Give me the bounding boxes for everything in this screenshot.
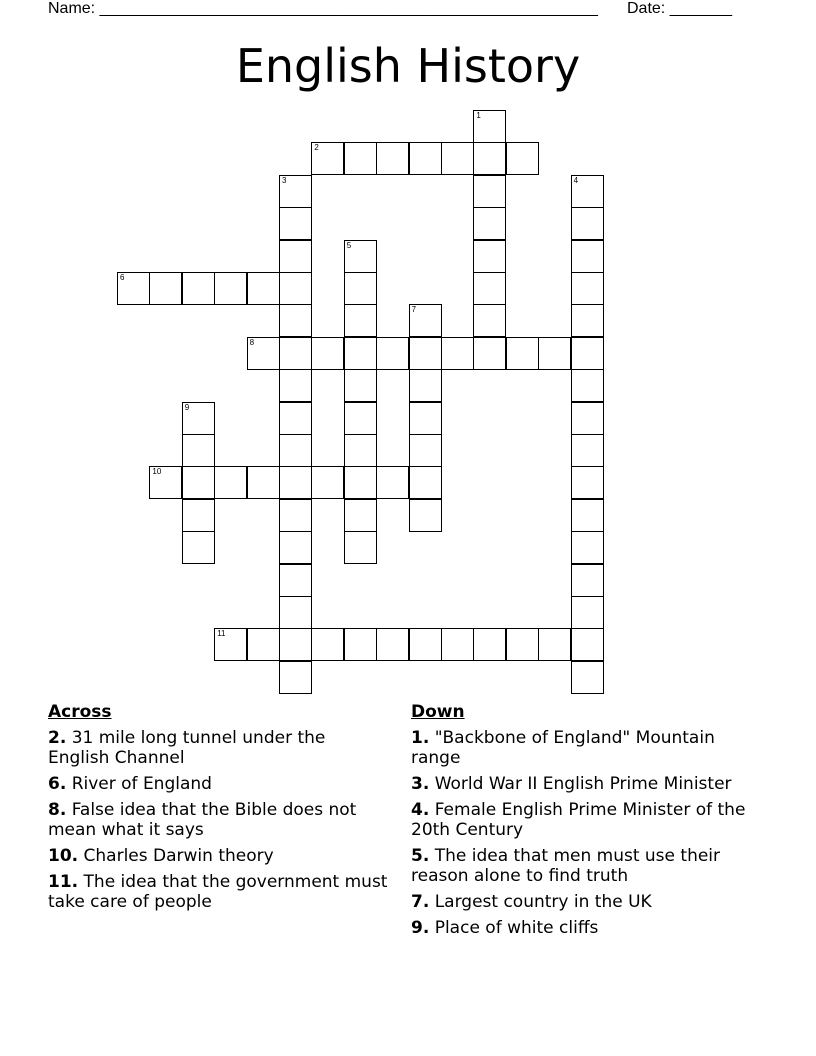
- crossword-cell[interactable]: [506, 337, 539, 370]
- crossword-cell[interactable]: [311, 466, 344, 499]
- crossword-cell[interactable]: [571, 434, 604, 467]
- crossword-cell[interactable]: [538, 628, 571, 661]
- crossword-cell[interactable]: [376, 142, 409, 175]
- crossword-cell[interactable]: [279, 628, 312, 661]
- crossword-cell[interactable]: [571, 499, 604, 532]
- crossword-cell[interactable]: [473, 142, 506, 175]
- crossword-cell[interactable]: [344, 466, 377, 499]
- crossword-cell[interactable]: [149, 466, 182, 499]
- clue-number: 4.: [411, 800, 430, 820]
- down-clues: [411, 702, 751, 944]
- cell-number: 3: [282, 175, 287, 185]
- crossword-cell[interactable]: [506, 628, 539, 661]
- crossword-cell[interactable]: [279, 596, 312, 629]
- crossword-cell[interactable]: [571, 304, 604, 337]
- clue-text: River of England: [71, 774, 212, 794]
- crossword-cell[interactable]: [441, 337, 474, 370]
- clue-number: 7.: [411, 892, 430, 912]
- crossword-cell[interactable]: [538, 337, 571, 370]
- down-clue: [411, 774, 751, 794]
- crossword-cell[interactable]: [214, 466, 247, 499]
- crossword-cell[interactable]: [473, 207, 506, 240]
- down-clue: [411, 800, 751, 840]
- cell-number: 8: [249, 337, 255, 347]
- crossword-cell[interactable]: [376, 466, 409, 499]
- crossword-cell[interactable]: [441, 628, 474, 661]
- cell-number: 7: [411, 305, 417, 315]
- crossword-cell[interactable]: [279, 531, 312, 564]
- crossword-cell[interactable]: [571, 337, 604, 370]
- crossword-cell[interactable]: [571, 240, 604, 273]
- crossword-cell[interactable]: [571, 369, 604, 402]
- clue-number: 5.: [411, 846, 430, 866]
- down-clue: [411, 728, 751, 768]
- crossword-cell[interactable]: [571, 402, 604, 435]
- crossword-cell[interactable]: [571, 272, 604, 305]
- crossword-cell[interactable]: [279, 240, 312, 273]
- crossword-cell[interactable]: [279, 499, 312, 532]
- crossword-cell[interactable]: [571, 661, 604, 694]
- crossword-cell[interactable]: [571, 175, 604, 208]
- crossword-cell[interactable]: [279, 466, 312, 499]
- crossword-cell[interactable]: [344, 434, 377, 467]
- clue-text: Largest country in the UK: [434, 892, 652, 912]
- crossword-cell[interactable]: [247, 337, 280, 370]
- crossword-cell[interactable]: [311, 142, 344, 175]
- crossword-cell[interactable]: [279, 175, 312, 208]
- crossword-cell[interactable]: [344, 531, 377, 564]
- across-clue: [48, 872, 388, 912]
- crossword-cell[interactable]: [571, 564, 604, 597]
- crossword-cell[interactable]: [279, 272, 312, 305]
- cell-number: 1: [476, 111, 481, 120]
- crossword-cell[interactable]: [279, 564, 312, 597]
- clue-text: World War II English Prime Minister: [434, 774, 732, 794]
- cell-number: 4: [573, 175, 579, 185]
- crossword-cell[interactable]: [473, 628, 506, 661]
- cell-number: 10: [152, 467, 162, 477]
- crossword-cell[interactable]: [344, 402, 377, 435]
- crossword-cell[interactable]: [279, 434, 312, 467]
- clue-number: 3.: [411, 774, 430, 794]
- crossword-cell[interactable]: [473, 304, 506, 337]
- clue-text: Place of white cliffs: [434, 918, 599, 938]
- crossword-cell[interactable]: [182, 466, 215, 499]
- crossword-cell[interactable]: [149, 272, 182, 305]
- crossword-cell[interactable]: [279, 661, 312, 694]
- crossword-cell[interactable]: [344, 369, 377, 402]
- crossword-cell[interactable]: [311, 337, 344, 370]
- name-field-label: Name: ________________________________________________________: [48, 0, 598, 17]
- crossword-cell[interactable]: [247, 466, 280, 499]
- clue-text: 31 mile long tunnel under the English Channel: [48, 728, 326, 768]
- crossword-cell[interactable]: [409, 142, 442, 175]
- crossword-cell[interactable]: [376, 337, 409, 370]
- down-clue: [411, 918, 751, 938]
- clue-number: 1.: [411, 728, 430, 748]
- crossword-cell[interactable]: [409, 434, 442, 467]
- cell-number: 2: [314, 143, 319, 153]
- crossword-cell[interactable]: [344, 142, 377, 175]
- crossword-cell[interactable]: [279, 369, 312, 402]
- crossword-cell[interactable]: [409, 337, 442, 370]
- clue-number: 9.: [411, 918, 430, 938]
- crossword-cell[interactable]: [409, 402, 442, 435]
- crossword-cell[interactable]: [279, 207, 312, 240]
- crossword-cell[interactable]: [409, 304, 442, 337]
- crossword-cell[interactable]: [409, 369, 442, 402]
- clue-text: False idea that the Bible does not mean what it says: [48, 800, 357, 840]
- crossword-cell[interactable]: [247, 272, 280, 305]
- clue-number: 2.: [48, 728, 67, 748]
- crossword-cell[interactable]: [571, 628, 604, 661]
- crossword-cell[interactable]: [344, 628, 377, 661]
- crossword-cell[interactable]: [571, 596, 604, 629]
- page-title: English History: [235, 39, 581, 93]
- crossword-cell[interactable]: [344, 304, 377, 337]
- across-clue: [48, 800, 388, 840]
- clue-text: Charles Darwin theory: [83, 846, 274, 866]
- clue-text: "Backbone of England" Mountain range: [411, 728, 715, 768]
- crossword-cell[interactable]: [506, 142, 539, 175]
- crossword-cell[interactable]: [117, 272, 150, 305]
- crossword-cell[interactable]: [247, 628, 280, 661]
- crossword-cell[interactable]: [473, 240, 506, 273]
- crossword-cell[interactable]: [473, 110, 506, 143]
- crossword-cell[interactable]: [279, 402, 312, 435]
- across-clue: [48, 846, 388, 866]
- crossword-cell[interactable]: [409, 466, 442, 499]
- crossword-cell[interactable]: [311, 628, 344, 661]
- cell-number: 11: [217, 629, 226, 639]
- crossword-cell[interactable]: [376, 628, 409, 661]
- crossword-cell[interactable]: [571, 531, 604, 564]
- crossword-cell[interactable]: [279, 337, 312, 370]
- crossword-cell[interactable]: [182, 499, 215, 532]
- date-field-label: Date: _______: [627, 0, 732, 17]
- down-heading: Down: [411, 702, 465, 722]
- clue-number: 11.: [48, 872, 79, 892]
- crossword-cell[interactable]: [344, 499, 377, 532]
- crossword-cell[interactable]: [441, 142, 474, 175]
- crossword-cell[interactable]: [473, 175, 506, 208]
- clue-number: 8.: [48, 800, 67, 820]
- crossword-cell[interactable]: [279, 304, 312, 337]
- across-clues: [48, 702, 388, 918]
- clue-text: The idea that the government must take care of people: [48, 872, 388, 912]
- cell-number: 9: [184, 402, 190, 412]
- crossword-cell[interactable]: [571, 466, 604, 499]
- crossword-cell[interactable]: [473, 272, 506, 305]
- cell-number: 6: [120, 273, 125, 282]
- clue-text: Female English Prime Minister of the 20th Century: [411, 800, 746, 840]
- across-heading: Across: [48, 702, 112, 722]
- crossword-cell[interactable]: [344, 337, 377, 370]
- crossword-cell[interactable]: [409, 499, 442, 532]
- clue-text: The idea that men must use their reason alone to find truth: [411, 846, 721, 886]
- crossword-cell[interactable]: [182, 272, 215, 305]
- crossword-cell[interactable]: [571, 207, 604, 240]
- cell-number: 5: [346, 240, 352, 250]
- crossword-cell[interactable]: [473, 337, 506, 370]
- crossword-cell[interactable]: [214, 272, 247, 305]
- crossword-cell[interactable]: [344, 272, 377, 305]
- clue-number: 10.: [48, 846, 79, 866]
- crossword-cell[interactable]: [182, 434, 215, 467]
- across-clue: [48, 774, 388, 794]
- crossword-cell[interactable]: [182, 402, 215, 435]
- across-clue: [48, 728, 388, 768]
- clue-number: 6.: [48, 774, 67, 794]
- crossword-cell[interactable]: [214, 628, 247, 661]
- down-clue: [411, 846, 751, 886]
- crossword-cell[interactable]: [409, 628, 442, 661]
- crossword-cell[interactable]: [182, 531, 215, 564]
- down-clue: [411, 892, 751, 912]
- crossword-cell[interactable]: [344, 240, 377, 273]
